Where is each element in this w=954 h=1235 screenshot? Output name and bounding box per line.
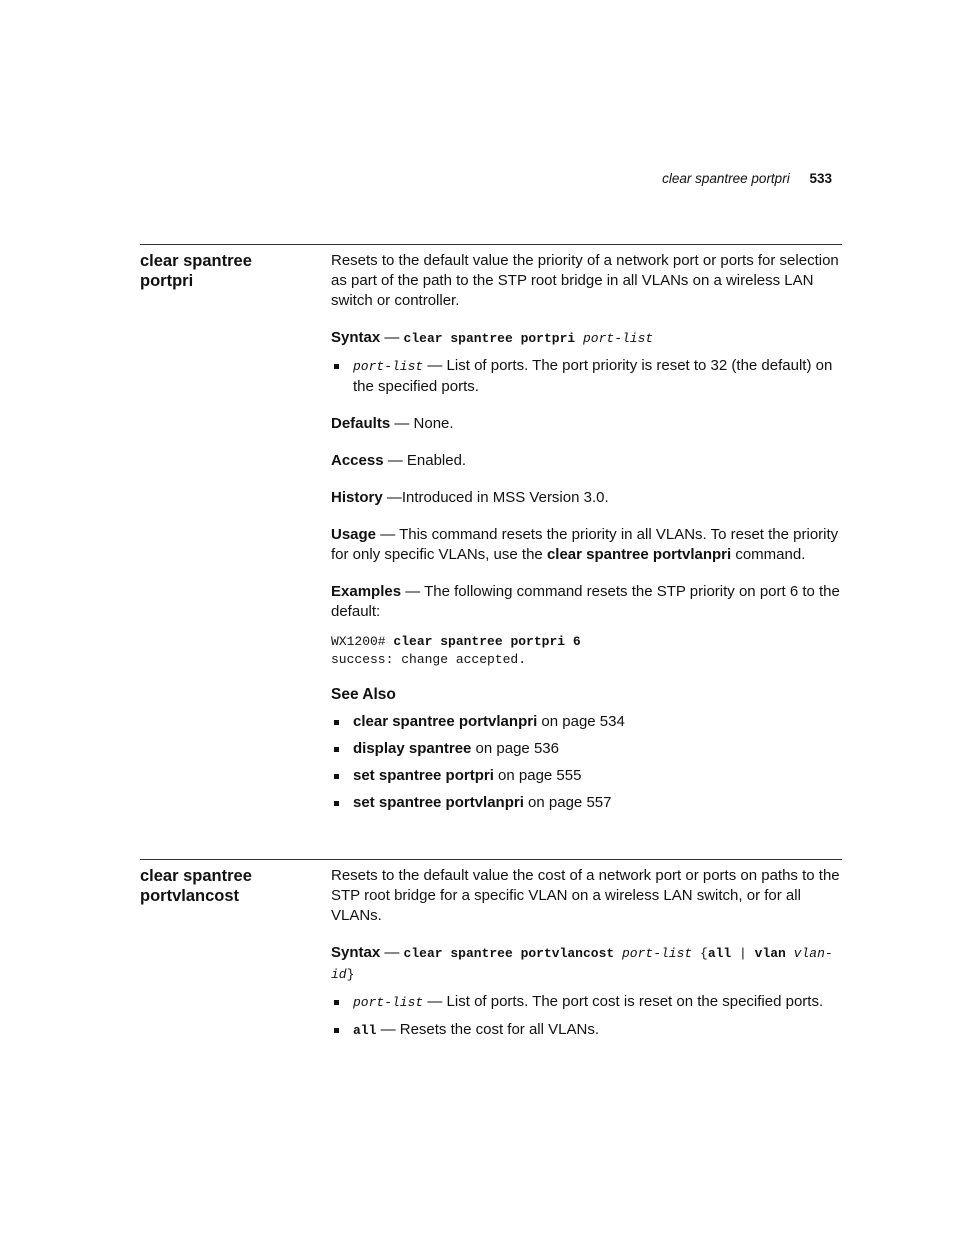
syntax-all: all (707, 946, 732, 961)
param-list (331, 356, 843, 397)
examples-line (331, 582, 843, 622)
section-title-portpri (140, 251, 320, 291)
param-list (331, 992, 843, 1041)
access-text: — Enabled. (383, 452, 467, 469)
code-prompt: WX1200# (331, 634, 394, 649)
syntax-cmd: clear spantree portvlancost (403, 946, 615, 961)
see-also-page: on page 555 (493, 767, 582, 784)
list-item (331, 992, 843, 1013)
section-body-portpri (331, 251, 843, 830)
syntax-brace-open: { (692, 946, 708, 961)
param-name: port-list (353, 359, 424, 374)
see-also-command[interactable]: display spantree (353, 740, 472, 757)
description: Resets to the default value the priority of a network port or ports for selection as part of the path to the STP root bridge in all VLANs on a wireless LAN switch or controller. (331, 252, 839, 309)
syntax-command (404, 331, 654, 346)
see-also-item[interactable] (331, 712, 843, 732)
see-also-list (331, 712, 843, 813)
usage-line (331, 525, 843, 565)
syntax-label: Syntax (331, 944, 381, 961)
syntax-vlan: vlan (754, 946, 786, 961)
page-number: 533 (809, 171, 832, 186)
syntax-vlan-id: vlan-id (331, 946, 833, 982)
title-line: portpri (140, 272, 194, 290)
syntax-cmd: clear spantree portpri (403, 331, 576, 346)
access-label: Access (331, 452, 384, 469)
syntax-line (331, 943, 843, 985)
see-also-page: on page 536 (471, 740, 559, 757)
usage-label: Usage (331, 526, 377, 543)
param-name: port-list (353, 995, 424, 1010)
param-desc: — Resets the cost for all VLANs. (376, 1021, 599, 1038)
usage-text-end: command. (731, 546, 806, 563)
syntax-arg: port-list (622, 946, 693, 961)
description: Resets to the default value the cost of a network port or ports on paths to the STP root bridge for a specific VLAN on a wireless LAN switch, or for all VLANs. (331, 867, 840, 924)
running-title: clear spantree portpri (662, 171, 790, 186)
history-label: History (331, 489, 383, 506)
running-header (662, 171, 832, 186)
title-line: clear spantree (140, 252, 252, 270)
code-output: success: change accepted. (331, 652, 527, 667)
see-also-page: on page 534 (537, 713, 625, 730)
code-example (331, 633, 843, 669)
see-also-item[interactable] (331, 793, 843, 813)
see-also-command[interactable]: clear spantree portvlanpri (353, 713, 538, 730)
section-title-portvlancost (140, 866, 320, 906)
param-desc: — List of ports. The port priority is reset to 32 (the default) on the specified ports. (353, 357, 833, 395)
section-body-portvlancost (331, 866, 843, 1058)
title-line: clear spantree (140, 867, 252, 885)
examples-label: Examples (331, 583, 402, 600)
usage-text: — This command resets the priority in all VLANs. To reset the priority for only specific VLANs, use the (331, 526, 839, 563)
syntax-sep: — (380, 329, 404, 346)
see-also-item[interactable] (331, 739, 843, 759)
syntax-line (331, 328, 843, 349)
defaults-text: — None. (390, 415, 454, 432)
syntax-label: Syntax (331, 329, 381, 346)
list-item (331, 356, 843, 397)
see-also-item[interactable] (331, 766, 843, 786)
title-line: portvlancost (140, 887, 240, 905)
list-item (331, 1020, 843, 1041)
see-also-heading: See Also (331, 686, 396, 703)
defaults-line (331, 414, 843, 434)
history-text: —Introduced in MSS Version 3.0. (382, 489, 609, 506)
access-line (331, 451, 843, 471)
param-name: all (353, 1023, 377, 1038)
code-command: clear spantree portpri 6 (393, 634, 581, 649)
examples-text: — The following command resets the STP priority on port 6 to the default: (331, 583, 840, 620)
syntax-arg: port-list (583, 331, 654, 346)
syntax-command (331, 946, 833, 982)
see-also-page: on page 557 (523, 794, 612, 811)
syntax-pipe: | (731, 946, 755, 961)
syntax-sep: — (380, 944, 404, 961)
section-divider (140, 859, 842, 860)
history-line (331, 488, 843, 508)
usage-command: clear spantree portvlanpri (546, 546, 732, 563)
syntax-brace-close: } (346, 967, 355, 982)
see-also-command[interactable]: set spantree portvlanpri (353, 794, 524, 811)
param-desc: — List of ports. The port cost is reset on the specified ports. (423, 993, 824, 1010)
defaults-label: Defaults (331, 415, 391, 432)
section-divider (140, 244, 842, 245)
see-also-command[interactable]: set spantree portpri (353, 767, 494, 784)
